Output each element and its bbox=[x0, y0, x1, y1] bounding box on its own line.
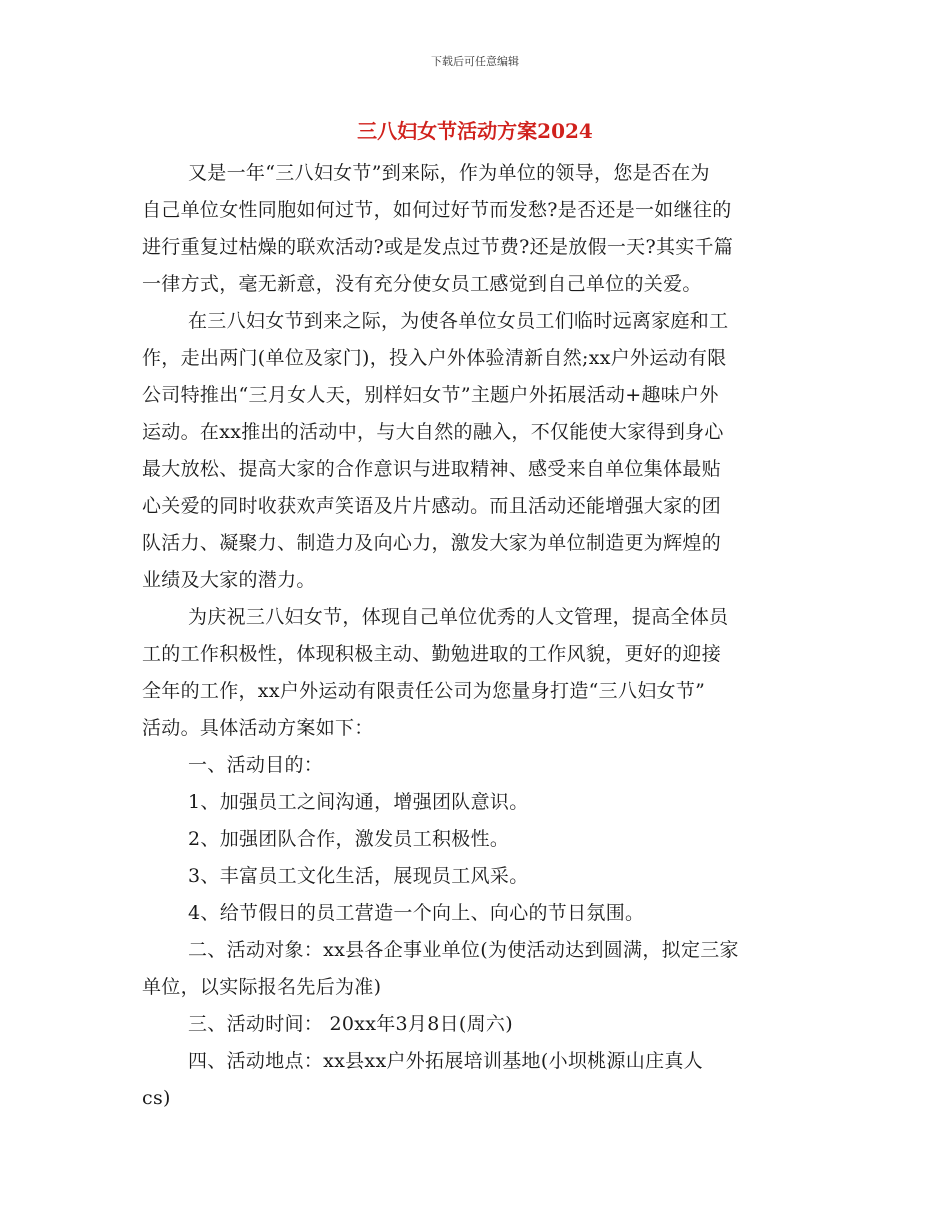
document-body bbox=[142, 155, 810, 1117]
text-line: 进行重复过枯燥的联欢活动?或是发点过节费?还是放假一天?其实千篇 bbox=[142, 236, 734, 258]
document-title: 三八妇女节活动方案2024 bbox=[357, 119, 593, 143]
text-line: 队活力、凝聚力、制造力及向心力，激发大家为单位制造更为辉煌的 bbox=[142, 532, 722, 554]
text-line: 单位，以实际报名先后为准) bbox=[142, 976, 382, 998]
text-line: 心关爱的同时收获欢声笑语及片片感动。而且活动还能增强大家的团 bbox=[142, 495, 722, 517]
text-line: 最大放松、提高大家的合作意识与进取精神、感受来自单位集体最贴 bbox=[142, 458, 722, 480]
text-line: 活动。具体活动方案如下： bbox=[142, 717, 374, 739]
text-line: 自己单位女性同胞如何过节，如何过好节而发愁?是否还是一如继往的 bbox=[142, 199, 732, 221]
text-line: 公司特推出“三月女人天，别样妇女节”主题户外拓展活动+趣味户外 bbox=[142, 384, 719, 406]
text-line: cs) bbox=[142, 1087, 171, 1109]
text-line: 作，走出两门(单位及家门)，投入户外体验清新自然;xx户外运动有限 bbox=[142, 347, 727, 369]
text-line: 1、加强员工之间沟通，增强团队意识。 bbox=[188, 791, 529, 813]
text-line: 二、活动对象：xx县各企事业单位(为使活动达到圆满，拟定三家 bbox=[188, 939, 739, 961]
text-line: 工的工作积极性，体现积极主动、勤勉进取的工作风貌，更好的迎接 bbox=[142, 643, 722, 665]
text-line: 3、丰富员工文化生活，展现员工风采。 bbox=[188, 865, 529, 887]
text-line: 业绩及大家的潜力。 bbox=[142, 569, 316, 591]
text-line: 全年的工作，xx户外运动有限责任公司为您量身打造“三八妇女节” bbox=[142, 680, 706, 702]
text-line: 4、给节假日的员工营造一个向上、向心的节日氛围。 bbox=[188, 902, 645, 924]
text-line: 又是一年“三八妇女节”到来际，作为单位的领导，您是否在为 bbox=[188, 162, 710, 184]
text-line: 在三八妇女节到来之际，为使各单位女员工们临时远离家庭和工 bbox=[188, 310, 729, 332]
text-line: 四、活动地点：xx县xx户外拓展培训基地(小坝桃源山庄真人 bbox=[188, 1050, 703, 1072]
text-line: 一、活动目的： bbox=[188, 754, 324, 776]
text-line: 为庆祝三八妇女节，体现自己单位优秀的人文管理，提高全体员 bbox=[188, 606, 729, 628]
text-line: 一律方式，毫无新意，没有充分使女员工感觉到自己单位的关爱。 bbox=[142, 273, 702, 295]
text-line: 运动。在xx推出的活动中，与大自然的融入，不仅能使大家得到身心 bbox=[142, 421, 724, 443]
text-line: 2、加强团队合作，激发员工积极性。 bbox=[188, 828, 510, 850]
text-line: 三、活动时间： 20xx年3月8日(周六) bbox=[188, 1013, 513, 1035]
page-header: 下载后可任意编辑 bbox=[431, 55, 519, 68]
